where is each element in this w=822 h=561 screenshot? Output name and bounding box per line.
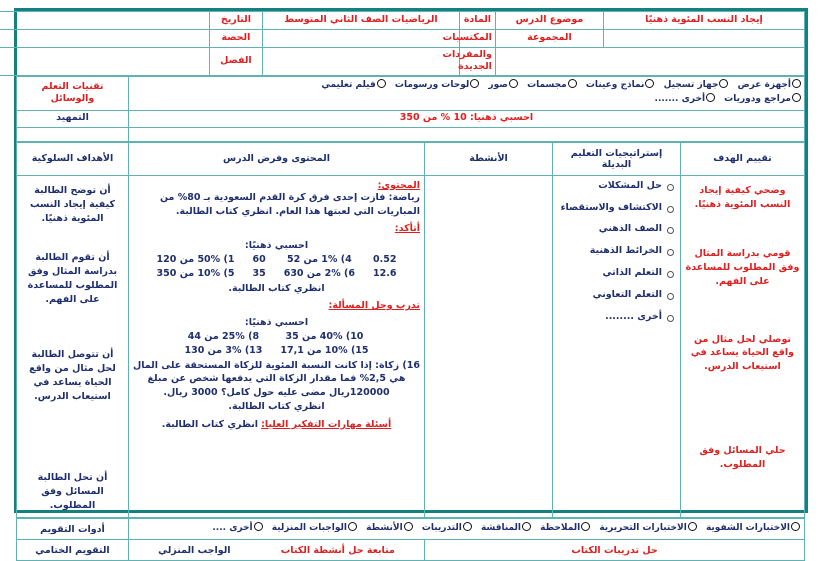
- content-section3-prompt: احسبي ذهنيًا:: [244, 317, 309, 329]
- new-vocab-label-cell-1: [442, 30, 495, 48]
- activities-cell[interactable]: [425, 175, 553, 518]
- content-cell: [129, 175, 425, 518]
- strategy-item-4[interactable]: التعلم الذاتي: [557, 267, 676, 280]
- warmup-label: التمهيد: [56, 112, 89, 124]
- group-value-cell[interactable]: [603, 30, 804, 48]
- eval-tool-option-1[interactable]: [599, 522, 696, 536]
- eval-tool-label: التدريبات: [421, 523, 462, 534]
- period-label-cell: [209, 30, 262, 48]
- problem-1-answer: 12.6: [373, 268, 397, 280]
- media-options-row-2: [132, 93, 801, 107]
- strategy-item-5[interactable]: التعلم التعاوني: [557, 289, 676, 302]
- media-option-8[interactable]: [655, 93, 715, 107]
- media-label: تقنيات التعلم والوسائل: [41, 80, 104, 104]
- radio-icon[interactable]: [792, 79, 801, 88]
- objective-item-0: أن توضح الطالبة كيفية إيجاد النسب المئوية ذهنيًا.: [29, 184, 116, 225]
- final-eval-value: متابعة حل أنشطة الكتاب: [280, 544, 395, 556]
- evaluation-tools-label: أدوات التقويم: [40, 523, 105, 535]
- media-option-4[interactable]: [488, 79, 518, 93]
- media-option-5[interactable]: [395, 79, 479, 93]
- media-option-3[interactable]: [527, 79, 577, 93]
- col-header-assessment-label: تقييم الهدف: [713, 153, 772, 165]
- class-label: الفصل: [220, 55, 252, 67]
- homework-value-cell: [425, 540, 805, 561]
- content-section1-body: رياضة: فازت إحدى فرق كرة القدم السعودية بـ 80% من المباريات التي لعبتها هذا العام. انظري كتاب الطالبة.: [159, 191, 420, 217]
- problem-q: 50% من 120: [156, 254, 221, 266]
- date-label: التاريخ: [220, 14, 252, 26]
- content-section3-word-problem: 16) زكاة: إذا كانت النسبة المئوية للزكاة المستحقة على المال هي 2,5% فما مقدار الزكاة التي يدفعها شخص عن مبلغ 120000ريال مضى عليه حول كامل؟ 3000 ريال.: [133, 359, 420, 399]
- lesson-topic-label: موضوع الدرس: [515, 14, 584, 26]
- problem-q: 3% من 130: [184, 345, 242, 357]
- homework-label: الواجب المنزلي: [158, 544, 231, 556]
- problem-no: 10): [345, 331, 364, 343]
- eval-tool-option-4[interactable]: [422, 522, 472, 536]
- lesson-topic-value: إيجاد النسب المئوية ذهنيًا: [645, 14, 763, 26]
- problem-row: [148, 253, 406, 267]
- media-option-1[interactable]: [664, 79, 729, 93]
- separator-cell-right: [17, 127, 129, 141]
- problem-3-question-b: [271, 344, 377, 358]
- col-header-content: [129, 142, 425, 175]
- radio-icon[interactable]: [568, 79, 577, 88]
- media-option-label: مراجع ودوريات: [724, 94, 791, 104]
- warmup-value-cell: [129, 110, 805, 127]
- col-header-strategies: [553, 142, 681, 175]
- class-label-cell: [209, 48, 262, 76]
- content-section2-note: انظري كتاب الطالبة.: [228, 282, 325, 294]
- radio-icon[interactable]: [377, 79, 386, 88]
- problem-0-answer-a: 60: [252, 254, 266, 266]
- date-value-cell[interactable]: [0, 12, 209, 30]
- problem-1-answer-a: 35: [252, 268, 266, 280]
- assessment-item-3: حلي المسائل وفق المطلوب.: [699, 444, 786, 470]
- problem-0-question-b: [275, 253, 364, 267]
- new-vocab-value-cell-1[interactable]: [262, 30, 459, 48]
- eval-tool-option-0[interactable]: [706, 522, 800, 536]
- col-header-activities: [425, 142, 553, 175]
- problem-q: 2% من 630: [283, 268, 341, 280]
- lesson-topic-label-cell: [495, 12, 603, 30]
- evaluation-tools-options-cell: [128, 519, 804, 540]
- lesson-body-table: [16, 142, 805, 519]
- final-eval-label: التقويم الختامي: [35, 544, 110, 556]
- problem-row: [148, 267, 406, 281]
- subject-label-cell: [459, 12, 495, 30]
- problem-3-question-a: [175, 344, 271, 358]
- period-value-cell[interactable]: [0, 30, 209, 48]
- subject-value-cell: [262, 12, 459, 30]
- media-option-label: أخرى .......: [654, 94, 706, 104]
- strategy-item-1[interactable]: الاكتشاف والاستقصاء: [557, 202, 676, 215]
- col-header-strategies-line1: إستراتيجيات التعليم: [570, 147, 663, 159]
- radio-icon[interactable]: [645, 79, 654, 88]
- eval-tool-option-2[interactable]: [540, 522, 590, 536]
- assessment-cell: [681, 175, 805, 518]
- objectives-cell: [17, 175, 129, 518]
- problem-0-question-a: [148, 253, 244, 267]
- media-option-label: فيلم تعليمي: [321, 80, 376, 91]
- problem-2-question-b: [271, 330, 377, 344]
- warmup-label-cell: [17, 110, 129, 127]
- eval-tool-option-3[interactable]: [481, 522, 531, 536]
- media-label-cell: [17, 76, 129, 110]
- media-options-row-1: [132, 79, 801, 93]
- problem-q: 10% من 17,1: [280, 345, 348, 357]
- period-label: الحصة: [221, 32, 251, 44]
- body-content-row: [17, 175, 805, 518]
- evaluation-tools-label-cell: [16, 519, 128, 540]
- problem-row: [175, 344, 377, 358]
- body-header-row: [17, 142, 805, 175]
- content-section4-title: أسئلة مهارات التفكير العليا:: [261, 418, 392, 430]
- problem-no: 1): [223, 254, 235, 266]
- eval-tool-option-7[interactable]: [212, 522, 262, 536]
- problem-2-question-a: [175, 330, 271, 344]
- content-section1-title: المحتوى:: [377, 179, 420, 191]
- problem-q: 40% من 35: [285, 331, 343, 343]
- radio-icon[interactable]: [706, 93, 715, 102]
- col-header-activities-label: الأنشطة: [469, 153, 508, 165]
- problem-row: [175, 330, 377, 344]
- new-vocab-label-line2: والمفردات الجديدة: [442, 49, 492, 73]
- content-section4-body: انظري كتاب الطالبة.: [161, 418, 259, 430]
- warmup-value: احسبي ذهنيا: 10 % من 350: [399, 112, 534, 124]
- evaluation-tools-options-row: [133, 522, 800, 536]
- problem-0-answer: 0.52: [373, 254, 397, 266]
- eval-tool-label: الواجبات المنزلية: [271, 523, 347, 534]
- new-vocab-label-cell-2: [442, 48, 495, 76]
- problem-q: 10% من 350: [156, 268, 221, 280]
- problem-no: 6): [344, 268, 356, 280]
- eval-tool-label: الأنشطة: [366, 523, 403, 534]
- final-eval-value-cell: [128, 540, 424, 561]
- col-header-strategies-line2: البديلة: [601, 158, 632, 170]
- content-section3-title: تدرب وحل المسألة:: [328, 300, 420, 312]
- group-label-cell: [495, 30, 603, 48]
- media-options-cell: [129, 76, 805, 110]
- date-label-cell: [209, 12, 262, 30]
- media-option-7[interactable]: [724, 93, 801, 107]
- subject-value: الرياضيات الصف الثاني المتوسط: [284, 14, 438, 26]
- new-vocab-label-line1: المكتسبات: [442, 32, 492, 44]
- media-option-6[interactable]: [321, 79, 385, 93]
- media-option-label: جهاز تسجيل: [663, 80, 719, 91]
- problem-1-question-a: [148, 267, 244, 281]
- eval-tool-label: الاختبارات التحريرية: [599, 523, 687, 534]
- problem-no: 8): [248, 331, 260, 343]
- lesson-plan-sheet: [14, 8, 808, 556]
- col-header-objectives: [17, 142, 129, 175]
- content-section3-problems: [175, 330, 377, 359]
- group-label: المجموعة: [527, 32, 572, 44]
- problem-no: 4): [340, 254, 352, 266]
- lesson-topic-value-cell: [603, 12, 804, 30]
- strategy-item-6[interactable]: أخرى ........: [557, 311, 676, 324]
- eval-tool-option-5[interactable]: [366, 522, 413, 536]
- eval-tool-label: المناقشة: [480, 523, 522, 534]
- col-header-content-label: المحتوى وفرض الدرس: [223, 153, 330, 165]
- radio-icon[interactable]: [509, 79, 518, 88]
- new-vocab-value-cell-2[interactable]: [262, 48, 459, 76]
- col-header-objectives-label: الأهداف السلوكية: [31, 153, 114, 165]
- media-table: [16, 76, 805, 142]
- footer-table: [16, 518, 805, 561]
- objective-item-3: أن تحل الطالبة المسائل وفق المطلوب.: [37, 471, 108, 511]
- eval-tool-label: الملاحظة: [540, 523, 581, 534]
- content-section2-prompt: احسبي ذهنيًا:: [244, 240, 309, 252]
- media-option-label: لوحات ورسومات: [394, 80, 470, 91]
- content-section2-title: أتأكد:: [394, 223, 420, 235]
- radio-icon[interactable]: [470, 79, 479, 88]
- strategies-cell: [553, 175, 681, 518]
- content-section3-note: انظري كتاب الطالبة.: [228, 400, 325, 412]
- media-option-2[interactable]: [586, 79, 655, 93]
- radio-icon[interactable]: [719, 79, 728, 88]
- objective-item-1: أن تقوم الطالبة بدراسة المثال وفق المطلوب للمساعدة على الفهم.: [27, 251, 118, 306]
- problem-q: 25% من 44: [187, 331, 245, 343]
- separator-cell-left: [129, 127, 805, 141]
- col-header-assessment: [681, 142, 805, 175]
- media-option-label: نماذج وعينات: [585, 80, 645, 91]
- problem-no: 13): [244, 345, 263, 357]
- eval-tool-label: أخرى ....: [212, 523, 253, 534]
- objective-item-2: أن تتوصل الطالبة لحل مثال من واقع الحياة يساعد في استيعاب الدرس.: [29, 348, 116, 403]
- content-section4: [133, 419, 420, 430]
- assessment-item-0: وضحي كيفية إيجاد النسب المئوية ذهنيًا.: [694, 184, 791, 210]
- media-option-label: صور: [488, 80, 508, 91]
- header-info-table: [0, 11, 805, 76]
- class-value-cell[interactable]: [0, 48, 209, 76]
- assessment-item-2: توصلي لحل مثال من واقع الحياة يساعد في استيعاب الدرس.: [690, 333, 795, 373]
- strategy-item-2[interactable]: الصف الذهني: [557, 223, 676, 236]
- assessment-item-1: قومي بدراسة المثال وفق المطلوب للمساعدة على الفهم.: [685, 248, 800, 287]
- media-option-0[interactable]: [738, 79, 801, 93]
- final-eval-label-cell: [16, 540, 128, 561]
- strategy-item-3[interactable]: الخرائط الذهنية: [557, 245, 676, 258]
- problem-q: 1% من 52: [287, 254, 338, 266]
- problem-no: 5): [223, 268, 235, 280]
- media-option-label: أجهزة عرض: [737, 80, 791, 91]
- eval-tool-option-6[interactable]: [272, 522, 357, 536]
- problem-1-question-b: [275, 267, 364, 281]
- eval-tool-label: الاختبارات الشفوية: [705, 523, 790, 534]
- content-section2-problems: [148, 253, 406, 282]
- media-option-label: مجسمات: [527, 80, 567, 91]
- subject-label: المادة: [463, 14, 492, 26]
- homework-value: حل تدريبات الكتاب: [571, 544, 658, 556]
- problem-no: 15): [350, 345, 369, 357]
- blank-cell-row3: [495, 48, 804, 76]
- strategies-list: [557, 180, 676, 324]
- radio-icon[interactable]: [792, 93, 801, 102]
- strategy-item-0[interactable]: حل المشكلات: [557, 180, 676, 193]
